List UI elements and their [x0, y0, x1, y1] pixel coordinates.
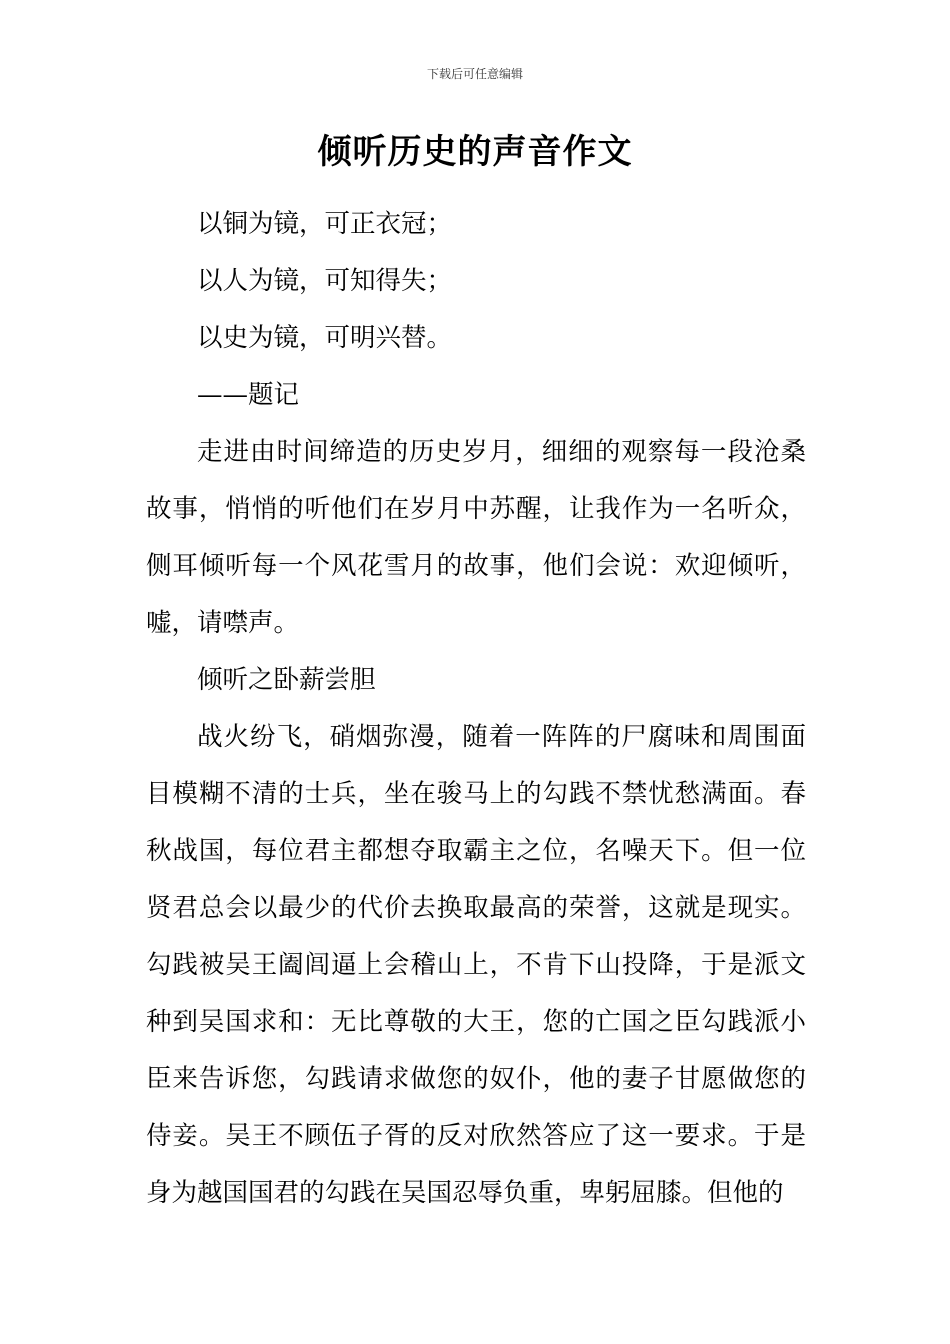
epigraph-attribution: ——题记 [197, 380, 300, 410]
body-paragraph-story: 战火纷飞，硝烟弥漫，随着一阵阵的尸腐味和周围面目模糊不清的士兵，坐在骏马上的勾践不禁忧愁满面。春秋战国，每位君主都想夺取霸主之位，名噪天下。但一位贤君总会以最少的代价去换取最高的荣誉，这就是现实。勾践被吴王阖闾逼上会稽山上，不肯下山投降，于是派文种到吴国求和：无比尊敬的大王，您的亡国之臣勾践派小臣来告诉您，勾践请求做您的奴仆，他的妻子甘愿做您的侍妾。吴王不顾伍子胥的反对欣然答应了这一要求。于是身为越国国君的勾践在吴国忍辱负重，卑躬屈膝。但他的 [146, 722, 806, 1208]
document-body [146, 196, 806, 1222]
body-paragraph-intro: 走进由时间缔造的历史岁月，细细的观察每一段沧桑故事，悄悄的听他们在岁月中苏醒，让我作为一名听众，侧耳倾听每一个风花雪月的故事，他们会说：欢迎倾听，嘘，请噤声。 [146, 437, 806, 638]
epigraph-line-3: 以史为镜，可明兴替。 [197, 323, 453, 353]
header-note: 下载后可任意编辑 [426, 67, 523, 81]
document-title: 倾听历史的声音作文 [317, 132, 633, 172]
section-heading: 倾听之卧薪尝胆 [197, 665, 376, 695]
epigraph-line-1: 以铜为镜，可正衣冠； [197, 209, 453, 239]
epigraph-line-2: 以人为镜，可知得失； [197, 266, 453, 296]
